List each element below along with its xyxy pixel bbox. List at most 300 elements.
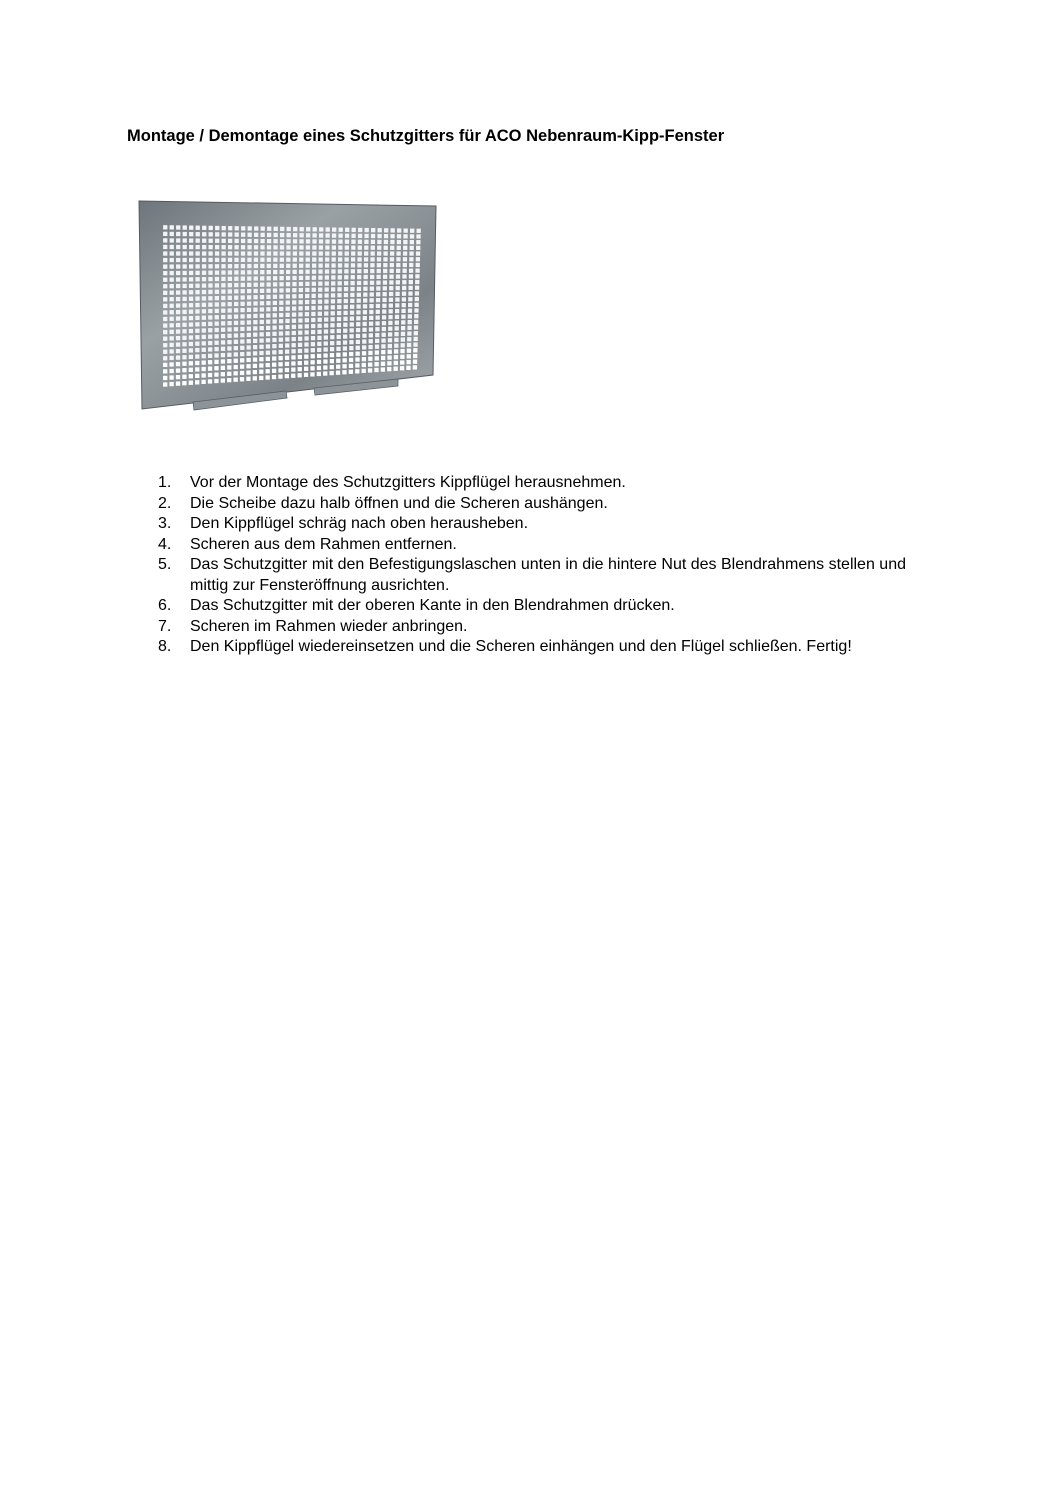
perforation-hole [331, 311, 335, 315]
perforation-hole [234, 251, 238, 255]
perforation-hole [221, 296, 225, 300]
perforation-hole [247, 270, 251, 274]
perforation-hole [234, 245, 238, 249]
perforation-hole [176, 342, 180, 346]
perforation-hole [163, 251, 167, 255]
perforation-hole [356, 340, 360, 344]
perforation-hole [331, 305, 335, 309]
perforation-hole [163, 317, 167, 321]
perforation-hole [260, 301, 264, 305]
perforation-hole [396, 280, 400, 284]
perforation-hole [312, 282, 316, 286]
perforation-hole [286, 307, 290, 311]
perforation-hole [402, 286, 406, 290]
perforation-hole [299, 251, 303, 255]
perforation-hole [299, 282, 303, 286]
perforation-hole [273, 307, 277, 311]
perforation-hole [176, 245, 180, 249]
perforation-hole [202, 328, 206, 332]
perforation-hole [221, 270, 225, 274]
perforation-hole [280, 251, 284, 255]
perforation-hole [306, 239, 310, 243]
perforation-hole [279, 301, 283, 305]
perforation-hole [208, 258, 212, 262]
perforation-hole [415, 274, 419, 278]
perforation-hole [403, 234, 407, 238]
perforation-hole [403, 240, 407, 244]
perforation-hole [195, 335, 199, 339]
perforation-hole [318, 300, 322, 304]
perforation-hole [240, 321, 244, 325]
perforation-hole [241, 295, 245, 299]
perforation-hole [285, 337, 289, 341]
perforation-hole [410, 234, 414, 238]
step-text: Vor der Montage des Schutzgitters Kippflügel herausnehmen. [190, 474, 626, 491]
perforation-hole [234, 346, 238, 350]
perforation-hole [318, 312, 322, 316]
perforation-hole [407, 331, 411, 335]
perforation-hole [370, 263, 374, 267]
perforation-hole [189, 329, 193, 333]
perforation-hole [389, 303, 393, 307]
perforation-hole [163, 284, 167, 288]
perforation-hole [397, 228, 401, 232]
perforation-hole [182, 368, 186, 372]
perforation-hole [311, 306, 315, 310]
perforation-hole [332, 245, 336, 249]
perforation-hole [259, 357, 263, 361]
perforation-hole [279, 288, 283, 292]
perforation-hole [344, 281, 348, 285]
perforation-hole [195, 303, 199, 307]
perforation-hole [208, 335, 212, 339]
perforation-hole [384, 234, 388, 238]
perforation-hole [228, 239, 232, 243]
perforation-hole [356, 334, 360, 338]
perforation-hole [362, 363, 366, 367]
perforation-hole [247, 295, 251, 299]
perforation-hole [176, 362, 180, 366]
perforation-hole [304, 361, 308, 365]
perforation-hole [240, 302, 244, 306]
perforation-hole [395, 292, 399, 296]
perforation-hole [235, 232, 239, 236]
perforation-hole [208, 245, 212, 249]
perforation-hole [215, 239, 219, 243]
perforation-hole [182, 355, 186, 359]
perforation-hole [401, 343, 405, 347]
perforation-hole [163, 363, 167, 367]
perforation-hole [416, 263, 420, 267]
perforation-hole [227, 365, 231, 369]
perforation-hole [364, 263, 368, 267]
perforation-hole [228, 251, 232, 255]
perforation-hole [202, 367, 206, 371]
perforation-hole [208, 360, 212, 364]
perforation-hole [228, 296, 232, 300]
perforation-hole [267, 276, 271, 280]
perforation-hole [163, 238, 167, 242]
perforation-hole [317, 330, 321, 334]
perforation-hole [176, 381, 180, 385]
perforation-hole [273, 245, 277, 249]
perforation-hole [401, 326, 405, 330]
perforation-hole [265, 375, 269, 379]
perforation-hole [371, 251, 375, 255]
perforation-hole [408, 314, 412, 318]
perforation-hole [382, 298, 386, 302]
perforation-hole [343, 352, 347, 356]
perforation-hole [228, 245, 232, 249]
perforation-hole [415, 297, 419, 301]
perforation-hole [325, 263, 329, 267]
perforation-hole [247, 283, 251, 287]
perforation-hole [408, 320, 412, 324]
perforation-hole [248, 226, 252, 230]
perforation-hole [292, 282, 296, 286]
perforation-hole [228, 270, 232, 274]
perforation-hole [266, 357, 270, 361]
perforation-hole [183, 225, 187, 229]
perforation-hole [337, 293, 341, 297]
perforation-hole [273, 319, 277, 323]
perforation-hole [318, 318, 322, 322]
perforation-hole [356, 310, 360, 314]
perforation-hole [163, 297, 167, 301]
perforation-hole [279, 331, 283, 335]
perforation-hole [325, 287, 329, 291]
perforation-hole [363, 322, 367, 326]
perforation-hole [396, 263, 400, 267]
perforation-hole [285, 319, 289, 323]
perforation-hole [305, 318, 309, 322]
perforation-hole [176, 349, 180, 353]
perforation-hole [280, 239, 284, 243]
perforation-hole [163, 350, 167, 354]
perforation-hole [221, 340, 225, 344]
perforation-hole [332, 251, 336, 255]
perforation-hole [397, 240, 401, 244]
perforation-hole [279, 350, 283, 354]
perforation-hole [273, 282, 277, 286]
perforation-hole [208, 271, 212, 275]
perforation-hole [215, 277, 219, 281]
perforation-hole [318, 275, 322, 279]
perforation-hole [272, 356, 276, 360]
perforation-hole [336, 347, 340, 351]
perforation-hole [176, 375, 180, 379]
perforation-hole [407, 326, 411, 330]
perforation-hole [286, 276, 290, 280]
perforation-hole [163, 330, 167, 334]
perforation-hole [221, 321, 225, 325]
perforation-hole [221, 328, 225, 332]
perforation-hole [266, 289, 270, 293]
perforation-hole [170, 251, 174, 255]
perforation-hole [195, 380, 199, 384]
list-item [150, 473, 940, 494]
perforation-hole [259, 338, 263, 342]
perforation-hole [266, 307, 270, 311]
perforation-hole [409, 274, 413, 278]
perforation-hole [351, 257, 355, 261]
perforation-hole [227, 353, 231, 357]
perforation-hole [279, 338, 283, 342]
perforation-hole [176, 232, 180, 236]
perforation-hole [234, 314, 238, 318]
perforation-hole [266, 351, 270, 355]
perforation-hole [370, 281, 374, 285]
perforation-hole [350, 287, 354, 291]
perforation-hole [410, 246, 414, 250]
perforation-hole [214, 353, 218, 357]
perforation-hole [305, 294, 309, 298]
perforation-hole [214, 347, 218, 351]
perforation-hole [182, 336, 186, 340]
perforation-hole [311, 312, 315, 316]
perforation-hole [260, 245, 264, 249]
perforation-hole [182, 329, 186, 333]
perforation-hole [273, 264, 277, 268]
perforation-hole [317, 342, 321, 346]
perforation-hole [345, 240, 349, 244]
perforation-hole [215, 309, 219, 313]
perforation-hole [215, 271, 219, 275]
perforation-hole [409, 257, 413, 261]
perforation-hole [227, 378, 231, 382]
perforation-hole [382, 333, 386, 337]
perforation-hole [189, 310, 193, 314]
perforation-hole [182, 277, 186, 281]
perforation-hole [182, 271, 186, 275]
perforation-hole [260, 282, 264, 286]
step-text: Scheren aus dem Rahmen entfernen. [190, 535, 457, 553]
perforation-hole [221, 264, 225, 268]
perforation-hole [221, 315, 225, 319]
perforation-hole [369, 322, 373, 326]
perforation-hole [253, 370, 257, 374]
step-text: Den Kippflügel schräg nach oben herausheben. [190, 515, 529, 532]
perforation-hole [221, 347, 225, 351]
perforation-hole [234, 333, 238, 337]
perforation-hole [362, 351, 366, 355]
perforation-hole [208, 264, 212, 268]
perforation-hole [388, 321, 392, 325]
perforation-hole [215, 290, 219, 294]
perforation-hole [208, 303, 212, 307]
perforation-hole [260, 239, 264, 243]
perforation-hole [215, 283, 219, 287]
perforation-hole [279, 313, 283, 317]
perforation-hole [195, 342, 199, 346]
perforation-hole [357, 257, 361, 261]
perforation-hole [253, 364, 257, 368]
perforation-hole [272, 332, 276, 336]
perforation-hole [389, 286, 393, 290]
perforation-hole [285, 349, 289, 353]
perforation-hole [267, 270, 271, 274]
perforation-hole [358, 228, 362, 232]
perforation-hole [331, 275, 335, 279]
perforation-hole [298, 324, 302, 328]
perforation-hole [247, 245, 251, 249]
perforation-hole [182, 362, 186, 366]
perforation-hole [202, 290, 206, 294]
perforation-hole [254, 226, 258, 230]
perforation-hole [319, 233, 323, 237]
perforation-hole [195, 316, 199, 320]
perforation-hole [408, 291, 412, 295]
perforation-hole [221, 251, 225, 255]
perforation-hole [369, 333, 373, 337]
perforation-hole [241, 226, 245, 230]
perforation-hole [356, 322, 360, 326]
step-number: 8. [158, 638, 172, 655]
perforation-hole [299, 288, 303, 292]
perforation-hole [169, 349, 173, 353]
perforation-hole [387, 367, 391, 371]
perforation-hole [291, 374, 295, 378]
perforation-hole [298, 367, 302, 371]
perforation-hole [306, 227, 310, 231]
perforation-hole [299, 257, 303, 261]
perforation-hole [227, 321, 231, 325]
perforation-hole [364, 257, 368, 261]
perforation-hole [208, 322, 212, 326]
perforation-hole [383, 275, 387, 279]
perforation-hole [228, 226, 232, 230]
perforation-hole [317, 348, 321, 352]
perforation-hole [214, 366, 218, 370]
perforation-hole [176, 329, 180, 333]
perforation-hole [416, 257, 420, 261]
perforation-hole [234, 340, 238, 344]
perforation-hole [349, 352, 353, 356]
perforation-hole [202, 341, 206, 345]
perforation-hole [325, 281, 329, 285]
perforation-hole [371, 240, 375, 244]
perforation-hole [247, 264, 251, 268]
perforation-hole [343, 334, 347, 338]
perforation-hole [176, 323, 180, 327]
perforation-hole [202, 316, 206, 320]
perforation-hole [356, 346, 360, 350]
perforation-hole [312, 294, 316, 298]
perforation-hole [312, 276, 316, 280]
perforation-hole [176, 316, 180, 320]
perforation-hole [169, 382, 173, 386]
perforation-hole [356, 328, 360, 332]
perforation-hole [378, 228, 382, 232]
perforation-hole [310, 372, 314, 376]
perforation-hole [247, 320, 251, 324]
perforation-hole [382, 327, 386, 331]
perforation-hole [202, 277, 206, 281]
perforation-hole [389, 298, 393, 302]
perforation-hole [368, 351, 372, 355]
perforation-hole [266, 295, 270, 299]
perforation-hole [388, 327, 392, 331]
perforation-hole [358, 251, 362, 255]
perforation-hole [267, 227, 271, 231]
list-item [150, 514, 940, 535]
perforation-hole [247, 333, 251, 337]
perforation-hole [279, 276, 283, 280]
perforation-hole [375, 350, 379, 354]
perforation-hole [267, 233, 271, 237]
perforation-hole [214, 372, 218, 376]
perforation-hole [293, 239, 297, 243]
perforation-hole [298, 318, 302, 322]
perforation-hole [163, 369, 167, 373]
perforation-hole [344, 299, 348, 303]
perforation-hole [382, 315, 386, 319]
perforation-hole [202, 309, 206, 313]
perforation-hole [338, 263, 342, 267]
perforation-hole [351, 269, 355, 273]
perforation-hole [407, 354, 411, 358]
perforation-hole [222, 239, 226, 243]
perforation-hole [400, 355, 404, 359]
perforation-hole [345, 228, 349, 232]
perforation-hole [195, 309, 199, 313]
perforation-hole [163, 245, 167, 249]
perforation-hole [278, 368, 282, 372]
perforation-hole [195, 290, 199, 294]
perforation-hole [234, 239, 238, 243]
perforation-hole [383, 263, 387, 267]
perforation-hole [246, 370, 250, 374]
perforation-hole [182, 297, 186, 301]
perforation-hole [285, 313, 289, 317]
perforation-hole [358, 240, 362, 244]
perforation-hole [407, 349, 411, 353]
perforation-hole [376, 281, 380, 285]
perforation-hole [381, 362, 385, 366]
perforation-hole [401, 332, 405, 336]
perforation-hole [298, 331, 302, 335]
instruction-steps-list [150, 473, 940, 658]
perforation-hole [234, 321, 238, 325]
perforation-hole [336, 371, 340, 375]
perforation-hole [246, 352, 250, 356]
perforation-hole [408, 297, 412, 301]
perforation-hole [176, 264, 180, 268]
perforation-hole [400, 360, 404, 364]
perforation-hole [285, 368, 289, 372]
perforation-hole [408, 303, 412, 307]
list-item [150, 494, 940, 515]
perforation-hole [397, 246, 401, 250]
perforation-hole [254, 283, 258, 287]
perforation-hole [170, 336, 174, 340]
perforation-hole [176, 368, 180, 372]
perforation-hole [189, 297, 193, 301]
perforation-hole [330, 317, 334, 321]
perforation-hole [323, 353, 327, 357]
perforation-hole [357, 275, 361, 279]
perforation-hole [337, 323, 341, 327]
perforation-hole [397, 234, 401, 238]
perforation-hole [241, 264, 245, 268]
perforation-hole [182, 310, 186, 314]
perforation-hole [170, 317, 174, 321]
perforation-hole [352, 228, 356, 232]
perforation-hole [381, 350, 385, 354]
perforation-hole [311, 336, 315, 340]
perforation-hole [215, 245, 219, 249]
perforation-hole [286, 239, 290, 243]
